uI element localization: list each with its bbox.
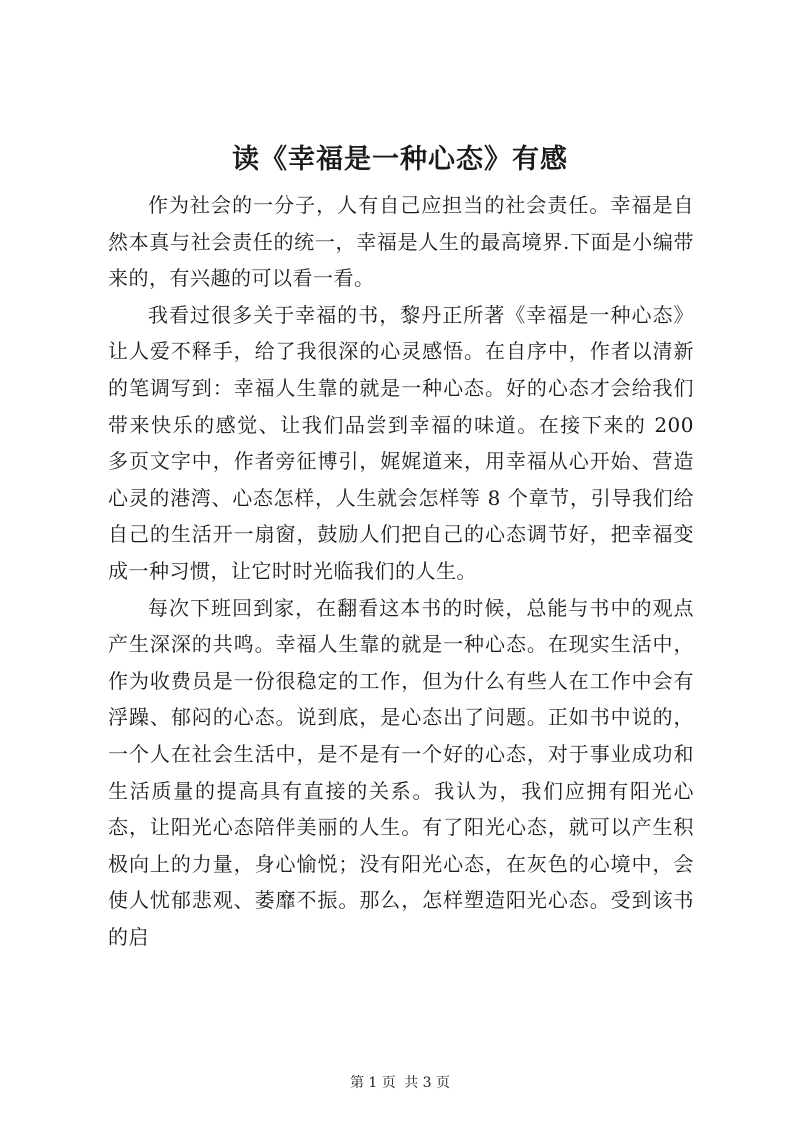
page-footer (0, 1072, 800, 1092)
document-title: 读《幸福是一种心态》有感 (232, 144, 568, 175)
paragraph-1: 作为社会的一分子，人有自己应担当的社会责任。幸福是自然本真与社会责任的统一，幸福是人生的最高境界.下面是小编带来的，有兴趣的可以看一看。 (108, 193, 694, 291)
paragraph-2: 我看过很多关于幸福的书，黎丹正所著《幸福是一种心态》让人爱不释手，给了我很深的心灵感悟。在自序中，作者以清新的笔调写到：幸福人生靠的就是一种心态。好的心态才会给我们带来快乐的感觉、让我们品尝到幸福的味道。在接下来的 200 多页文字中，作者旁征博引，娓娓道来，用幸福从心开始、营造心灵的港湾、心态怎样，人生就会怎样等 8 个章节，引导我们给自己的生活开一扇窗，鼓励人们把自己的心态调节好，把幸福变成一种习惯，让它时时光临我们的人生。 (108, 302, 694, 583)
page-number-total: 共 3 页 (404, 1075, 451, 1091)
page-number-current: 第 1 页 (349, 1075, 396, 1091)
document-body (108, 187, 694, 955)
paragraph-3: 每次下班回到家，在翻看这本书的时候，总能与书中的观点产生深深的共鸣。幸福人生靠的就是一种心态。在现实生活中，作为收费员是一份很稳定的工作，但为什么有些人在工作中会有浮躁、郁闷的心态。说到底，是心态出了问题。正如书中说的，一个人在社会生活中，是不是有一个好的心态，对于事业成功和生活质量的提高具有直接的关系。我认为，我们应拥有阳光心态，让阳光心态陪伴美丽的人生。有了阳光心态，就可以产生积极向上的力量，身心愉悦；没有阳光心态，在灰色的心境中，会使人忧郁悲观、萎靡不振。那么，怎样塑造阳光心态。受到该书的启 (108, 595, 694, 949)
